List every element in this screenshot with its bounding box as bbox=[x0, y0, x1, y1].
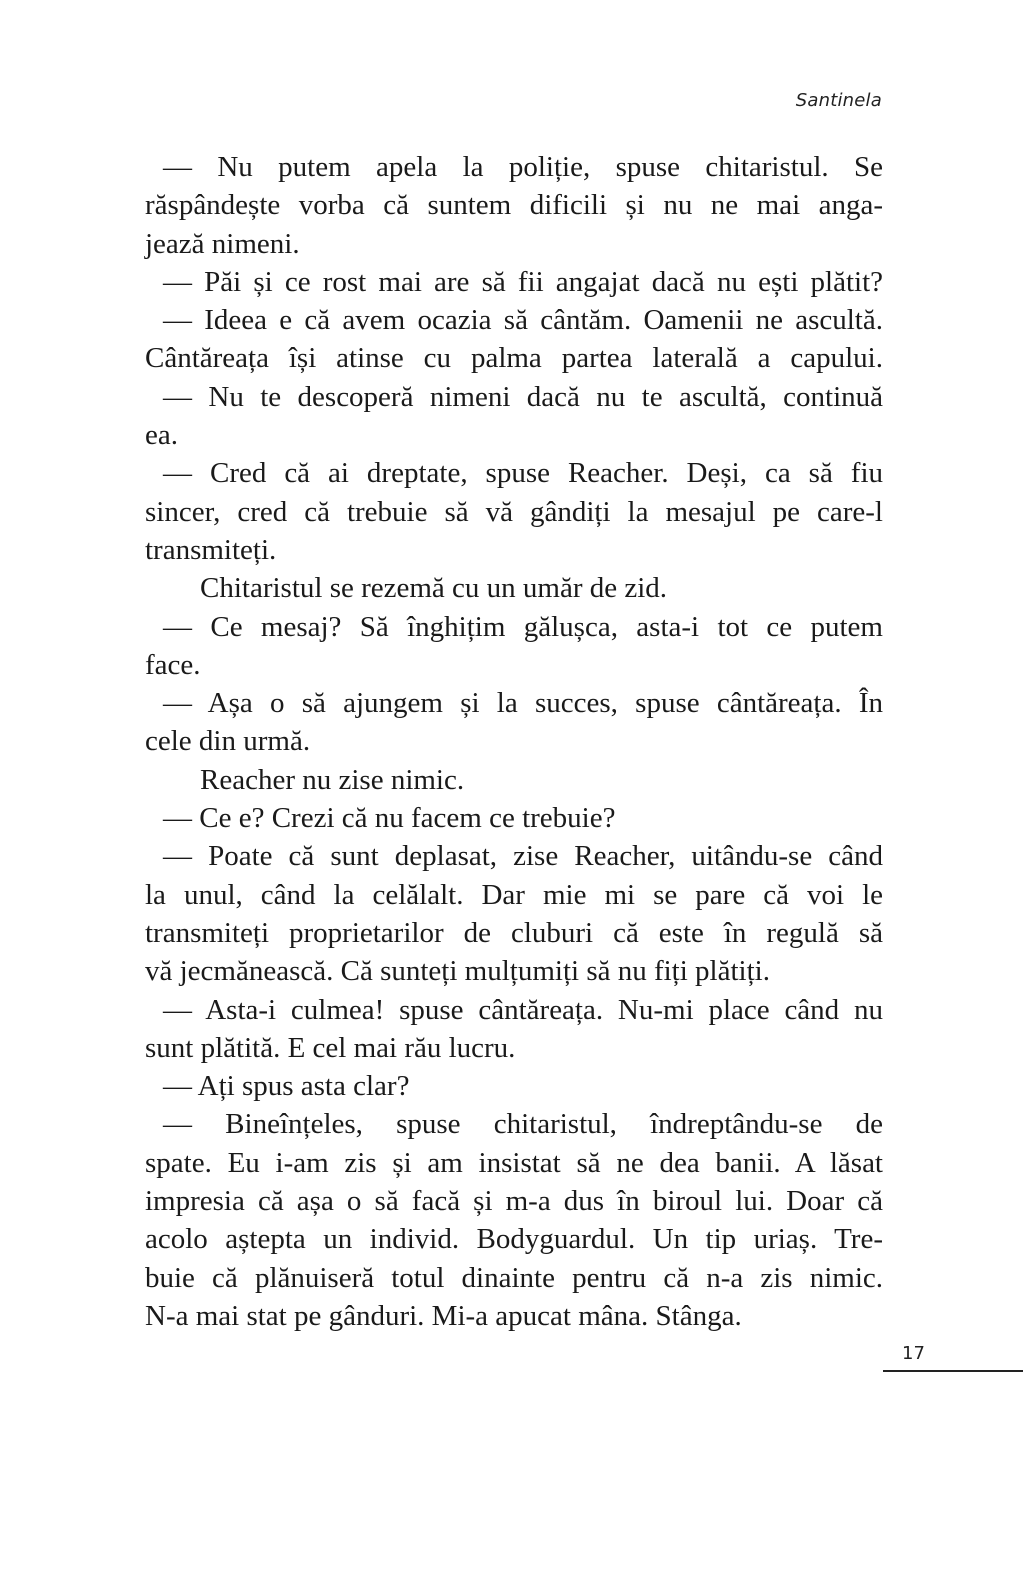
text-line: sunt plătită. E cel mai rău lucru. bbox=[145, 1031, 516, 1064]
text-line: spate. Eu i-am zis și am insistat să ne dea banii. A lăsat bbox=[145, 1146, 883, 1179]
text-line: — Așa o să ajungem și la succes, spuse cântăreața. În bbox=[163, 687, 883, 720]
text-line: face. bbox=[145, 648, 201, 681]
page-number: 17 bbox=[902, 1343, 925, 1364]
text-line: cele din urmă. bbox=[145, 725, 311, 758]
text-line: — Cred că ai dreptate, spuse Reacher. Deși, ca să fiu bbox=[163, 457, 883, 490]
text-line: — Ideea e că avem ocazia să cântăm. Oamenii ne ascultă. bbox=[163, 304, 883, 337]
text-line: — Bineînțeles, spuse chitaristul, îndreptându-se de bbox=[163, 1108, 883, 1141]
text-line: transmiteți proprietarilor de cluburi că este în regulă să bbox=[145, 916, 883, 949]
text-line: răspândește vorba că suntem dificili și nu ne mai anga- bbox=[145, 189, 883, 222]
text-line: impresia că așa o să facă și m-a dus în biroul lui. Doar că bbox=[145, 1185, 883, 1218]
text-line: vă jecmănească. Că sunteți mulțumiți să nu fiți plătiți. bbox=[145, 955, 770, 988]
text-line: — Nu putem apela la poliție, spuse chitaristul. Se bbox=[163, 151, 883, 183]
text-line: acolo aștepta un individ. Bodyguardul. Un tip uriaș. Tre- bbox=[145, 1223, 883, 1256]
text-line: — Ce mesaj? Să înghițim gălușca, asta-i tot ce putem bbox=[163, 610, 883, 643]
text-line: jează nimeni. bbox=[145, 227, 300, 260]
text-line: N-a mai stat pe gânduri. Mi-a apucat mâna. Stânga. bbox=[145, 1299, 742, 1332]
text-line: — Ați spus asta clar? bbox=[163, 1070, 410, 1103]
text-line: buie că plănuiseră totul dinainte pentru că n-a zis nimic. bbox=[145, 1261, 883, 1294]
text-line: — Asta-i culmea! spuse cântăreața. Nu-mi place când nu bbox=[163, 993, 883, 1026]
page-number-rule bbox=[883, 1370, 1023, 1372]
text-line: Cântăreața își atinse cu palma partea laterală a capului. bbox=[145, 342, 883, 375]
text-line: sincer, cred că trebuie să vă gândiți la mesajul pe care-l bbox=[145, 495, 883, 528]
text-line: la unul, când la celălalt. Dar mie mi se pare că voi le bbox=[145, 878, 883, 911]
text-line: — Ce e? Crezi că nu facem ce trebuie? bbox=[163, 802, 616, 835]
text-line: transmiteți. bbox=[145, 533, 277, 566]
body-text bbox=[145, 148, 883, 1335]
text-line: Chitaristul se rezemă cu un umăr de zid. bbox=[200, 572, 668, 605]
running-head-title: Santinela bbox=[795, 90, 882, 111]
text-line: — Poate că sunt deplasat, zise Reacher, uitându-se când bbox=[163, 840, 883, 873]
text-line: Reacher nu zise nimic. bbox=[200, 763, 465, 796]
text-line: — Nu te descoperă nimeni dacă nu te ascultă, continuă bbox=[163, 380, 883, 413]
text-line: ea. bbox=[145, 419, 178, 452]
text-line: — Păi și ce rost mai are să fii angajat dacă nu ești plătit? bbox=[163, 265, 883, 298]
